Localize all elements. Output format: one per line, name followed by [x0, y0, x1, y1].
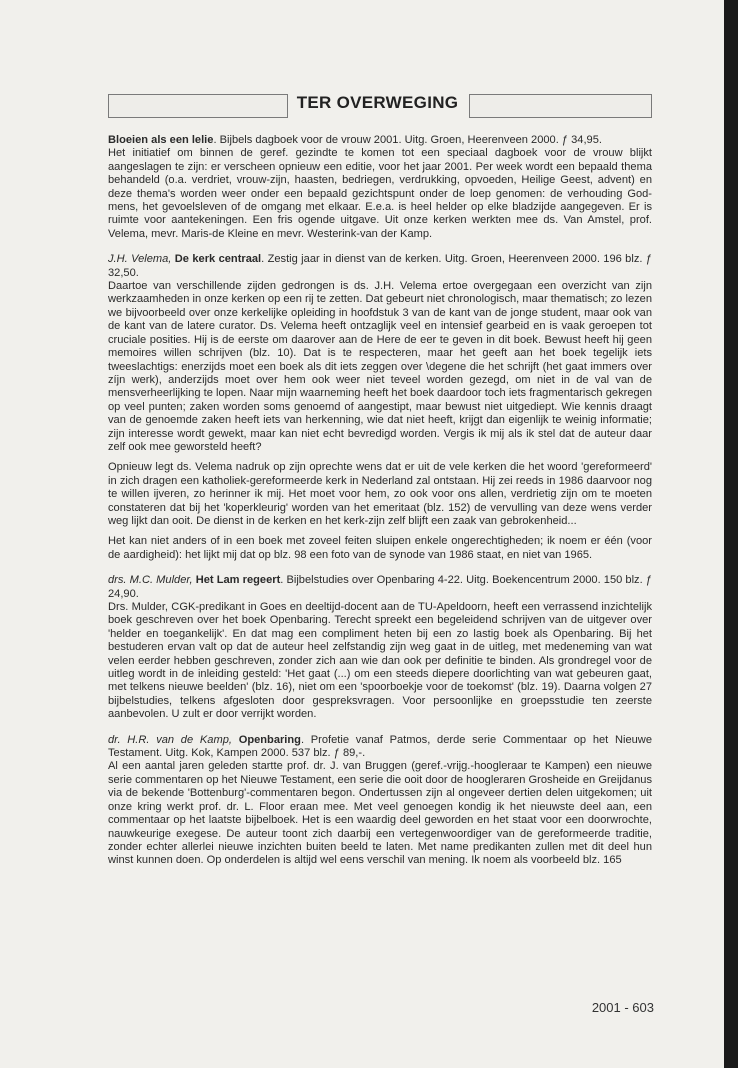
review-heading — [108, 134, 652, 147]
book-author: drs. M.C. Mulder, — [108, 574, 193, 587]
book-title: Bloeien als een lelie — [108, 134, 214, 146]
section-header — [108, 90, 652, 120]
section-title: TER OVERWEGING — [296, 93, 459, 112]
book-title: De kerk centraal — [174, 253, 262, 266]
review-paragraph: Het kan niet anders of in een boek met zoveel feiten sluipen enkele ongerechtigheden; ik noem er één (voor de aardigheid): het lijkt mij dat op blz. 98 een foto van de synode van 1986 staat, en niet van 1965. — [108, 535, 652, 561]
review-paragraph: Daartoe van verschillende zijden gedrongen is ds. J.H. Velema ertoe overgegaan een overzicht van zijn werkzaamheden in onze kerken op een rij te zetten. Dat gebeurt niet chronologisch, maar thematisch; zo lezen we bijvoorbeeld over onze kerkelijke opleiding in hoofdstuk 3 van de kant van de jonge student, maar ook van de kant van de latere curator. Ds. Velema heeft ontzaglijk veel en intensief gearbeid en is vaak geroepen tot cruciale posities. Hij is de eerste om daarover aan de Here de eer te geven in dit boek. Bewust heeft hij geen memoires willen schrijven (blz. 10). Dat is te respecteren, maar het geeft aan het boek tegelijk iets tweeslachtigs: enerzijds moet een boek als dit iets zeggen over \degene die het schrijft (het gaat immers over zíjn werk), anderzijds moet over hem ook weer niet teveel worden gezegd, om niet in de val van de mensverheerlijking te lopen. Naar mijn waarneming heeft het boek daardoor toch iets fragmentarisch gekregen op veel punten; zaken worden soms genoemd of aangestipt, maar bewust niet uitgediept. Wie kennis draagt van de genoemde zaken heeft iets van herkenning, wie dat niet heeft, krijgt dan eigenlijk te weinig informatie; zijn interesse wordt gewekt, maar kan niet echt bevredigd worden. Vergis ik mij als ik stel dat de auteur daar zelf ook mee geworsteld heeft? — [108, 280, 652, 453]
review-paragraph: Al een aantal jaren geleden startte prof. dr. J. van Bruggen (geref.-vrijg.-hoogleraar te Kampen) een nieuwe serie commentaren op het Nieuwe Testament, een serie die ooit door de hoogleraren Grosheide en Greijdanus via de bekende 'Bottenburg'-commentaren begon. Ondertussen zijn al ongeveer dertien delen uitgekomen; uit onze kring werkt prof. dr. L. Floor eraan mee. Met veel genoegen kondig ik het nieuwste deel aan, een commentaar op het laatste bijbelboek. Het is een waardig deel geworden en het staat voor een doorwrochte, nauwkeurige exegese. De auteur toont zich daarbij een vertegenwoordiger van de gereformeerde traditie, zonder echter allerlei nieuwe inzichten buiten beeld te laten. Met name predikanten zullen met dit deel hun winst kunnen doen. Op onderdelen is altijd wel eens verschil van mening. Ik noem als voorbeeld blz. 165 — [108, 760, 652, 867]
review-paragraph: Opnieuw legt ds. Velema nadruk op zijn oprechte wens dat er uit de vele kerken die het woord 'gereformeerd' in zich dragen een katholiek-gereformeerde kerk in Nederland zal ontstaan. Hij zei reeds in 1986 daarvoor nog te willen ijveren, zo herinner ik mij. Het moet voor hem, zo ook voor ons allen, verdrietig zijn om te moeten constateren dat bij het 'koperkleurig' worden van het emeritaat (blz. 152) de vervulling van deze wens verder weg lijkt dan ooit. De dienst in de kerken en het kerk-zijn zelf blijft een zaak van gebrokenheid... — [108, 461, 652, 527]
header-rule-right — [469, 94, 652, 118]
book-citation: . Bijbelstudies over Openbaring 4-22. Uitg. Boekencentrum 2000. 150 blz. ƒ 24,90. — [108, 574, 652, 600]
review-paragraph: Het initiatief om binnen de geref. gezindte te komen tot een speciaal dagboek voor de vrouw blijkt aangeslagen te zijn: er verscheen opnieuw een editie, voor het jaar 2001. Per week wordt een bepaald thema behandeld (o.a. verdriet, vrouw-zijn, haasten, bedriegen, verdrukking, opvoeden, Heilige Geest, advent) en deze thema's worden weer onder een bepaald gezichtspunt onder de loep genomen: de verhouding God-mens, het gevoelsleven of de omgang met elkaar. E.e.a. is heel helder op elke bladzijde aangegeven. Er is ruimte voor aantekeningen. Een fris ogende uitgave. Uit onze kerken werkten mee ds. Van Amstel, prof. Velema, mevr. Maris-de Kleine en mevr. Westerink-van der Kamp. — [108, 147, 652, 240]
book-citation: . Bijbels dagboek voor de vrouw 2001. Uitg. Groen, Heerenveen 2000. ƒ 34,95. — [213, 134, 602, 146]
page-number: 2001 - 603 — [591, 1000, 654, 1015]
review-heading — [108, 574, 652, 601]
book-author: dr. H.R. van de Kamp, — [108, 733, 232, 746]
book-author: J.H. Velema, — [108, 253, 172, 266]
reviews-content — [108, 134, 652, 875]
book-title: Openbaring — [238, 733, 301, 746]
header-rule-left — [108, 94, 288, 118]
book-title: Het Lam regeert — [195, 574, 281, 587]
review-paragraph: Drs. Mulder, CGK-predikant in Goes en deeltijd-docent aan de TU-Apeldoorn, heeft een verrassend inzichtelijk boek geschreven over het boek Openbaring. Terecht spreekt een begeleidend schrijven van de uitgever over 'helder en toegankelijk'. En dat mag een compliment heten bij een zo lastig boek als Openbaring. Bij het bestuderen ervan valt op dat de auteur heel zelfstandig zijn weg gaat in de uitleg, met medeneming van wat velen eerder hebben geschreven, zonder zich aan wie dan ook per definitie te binden. Als grondregel voor de uitleg wordt in de inleiding gesteld: 'Het gaat (...) om een steeds diepere doorlichting van wat gebeuren gaat, met telkens nieuwe beelden' (blz. 16), niet om een 'spoorboekje voor de toekomst' (blz. 19). Daarna volgen 27 bijbelstudies, telkens afgesloten door gespreksvragen. Voor persoonlijke en groepsstudie ten zeerste aanbevolen. U zult er door verrijkt worden. — [108, 601, 652, 721]
review-heading — [108, 253, 652, 280]
scan-edge — [724, 0, 738, 1068]
book-citation: . Zestig jaar in dienst van de kerken. Uitg. Groen, Heerenveen 2000. 196 blz. ƒ 32,50. — [108, 253, 652, 279]
review-heading — [108, 734, 652, 761]
book-citation: . Profetie vanaf Patmos, derde serie Commentaar op het Nieuwe Testament. Uitg. Kok, Kampen 2000. 537 blz. ƒ 89,-. — [108, 733, 652, 760]
